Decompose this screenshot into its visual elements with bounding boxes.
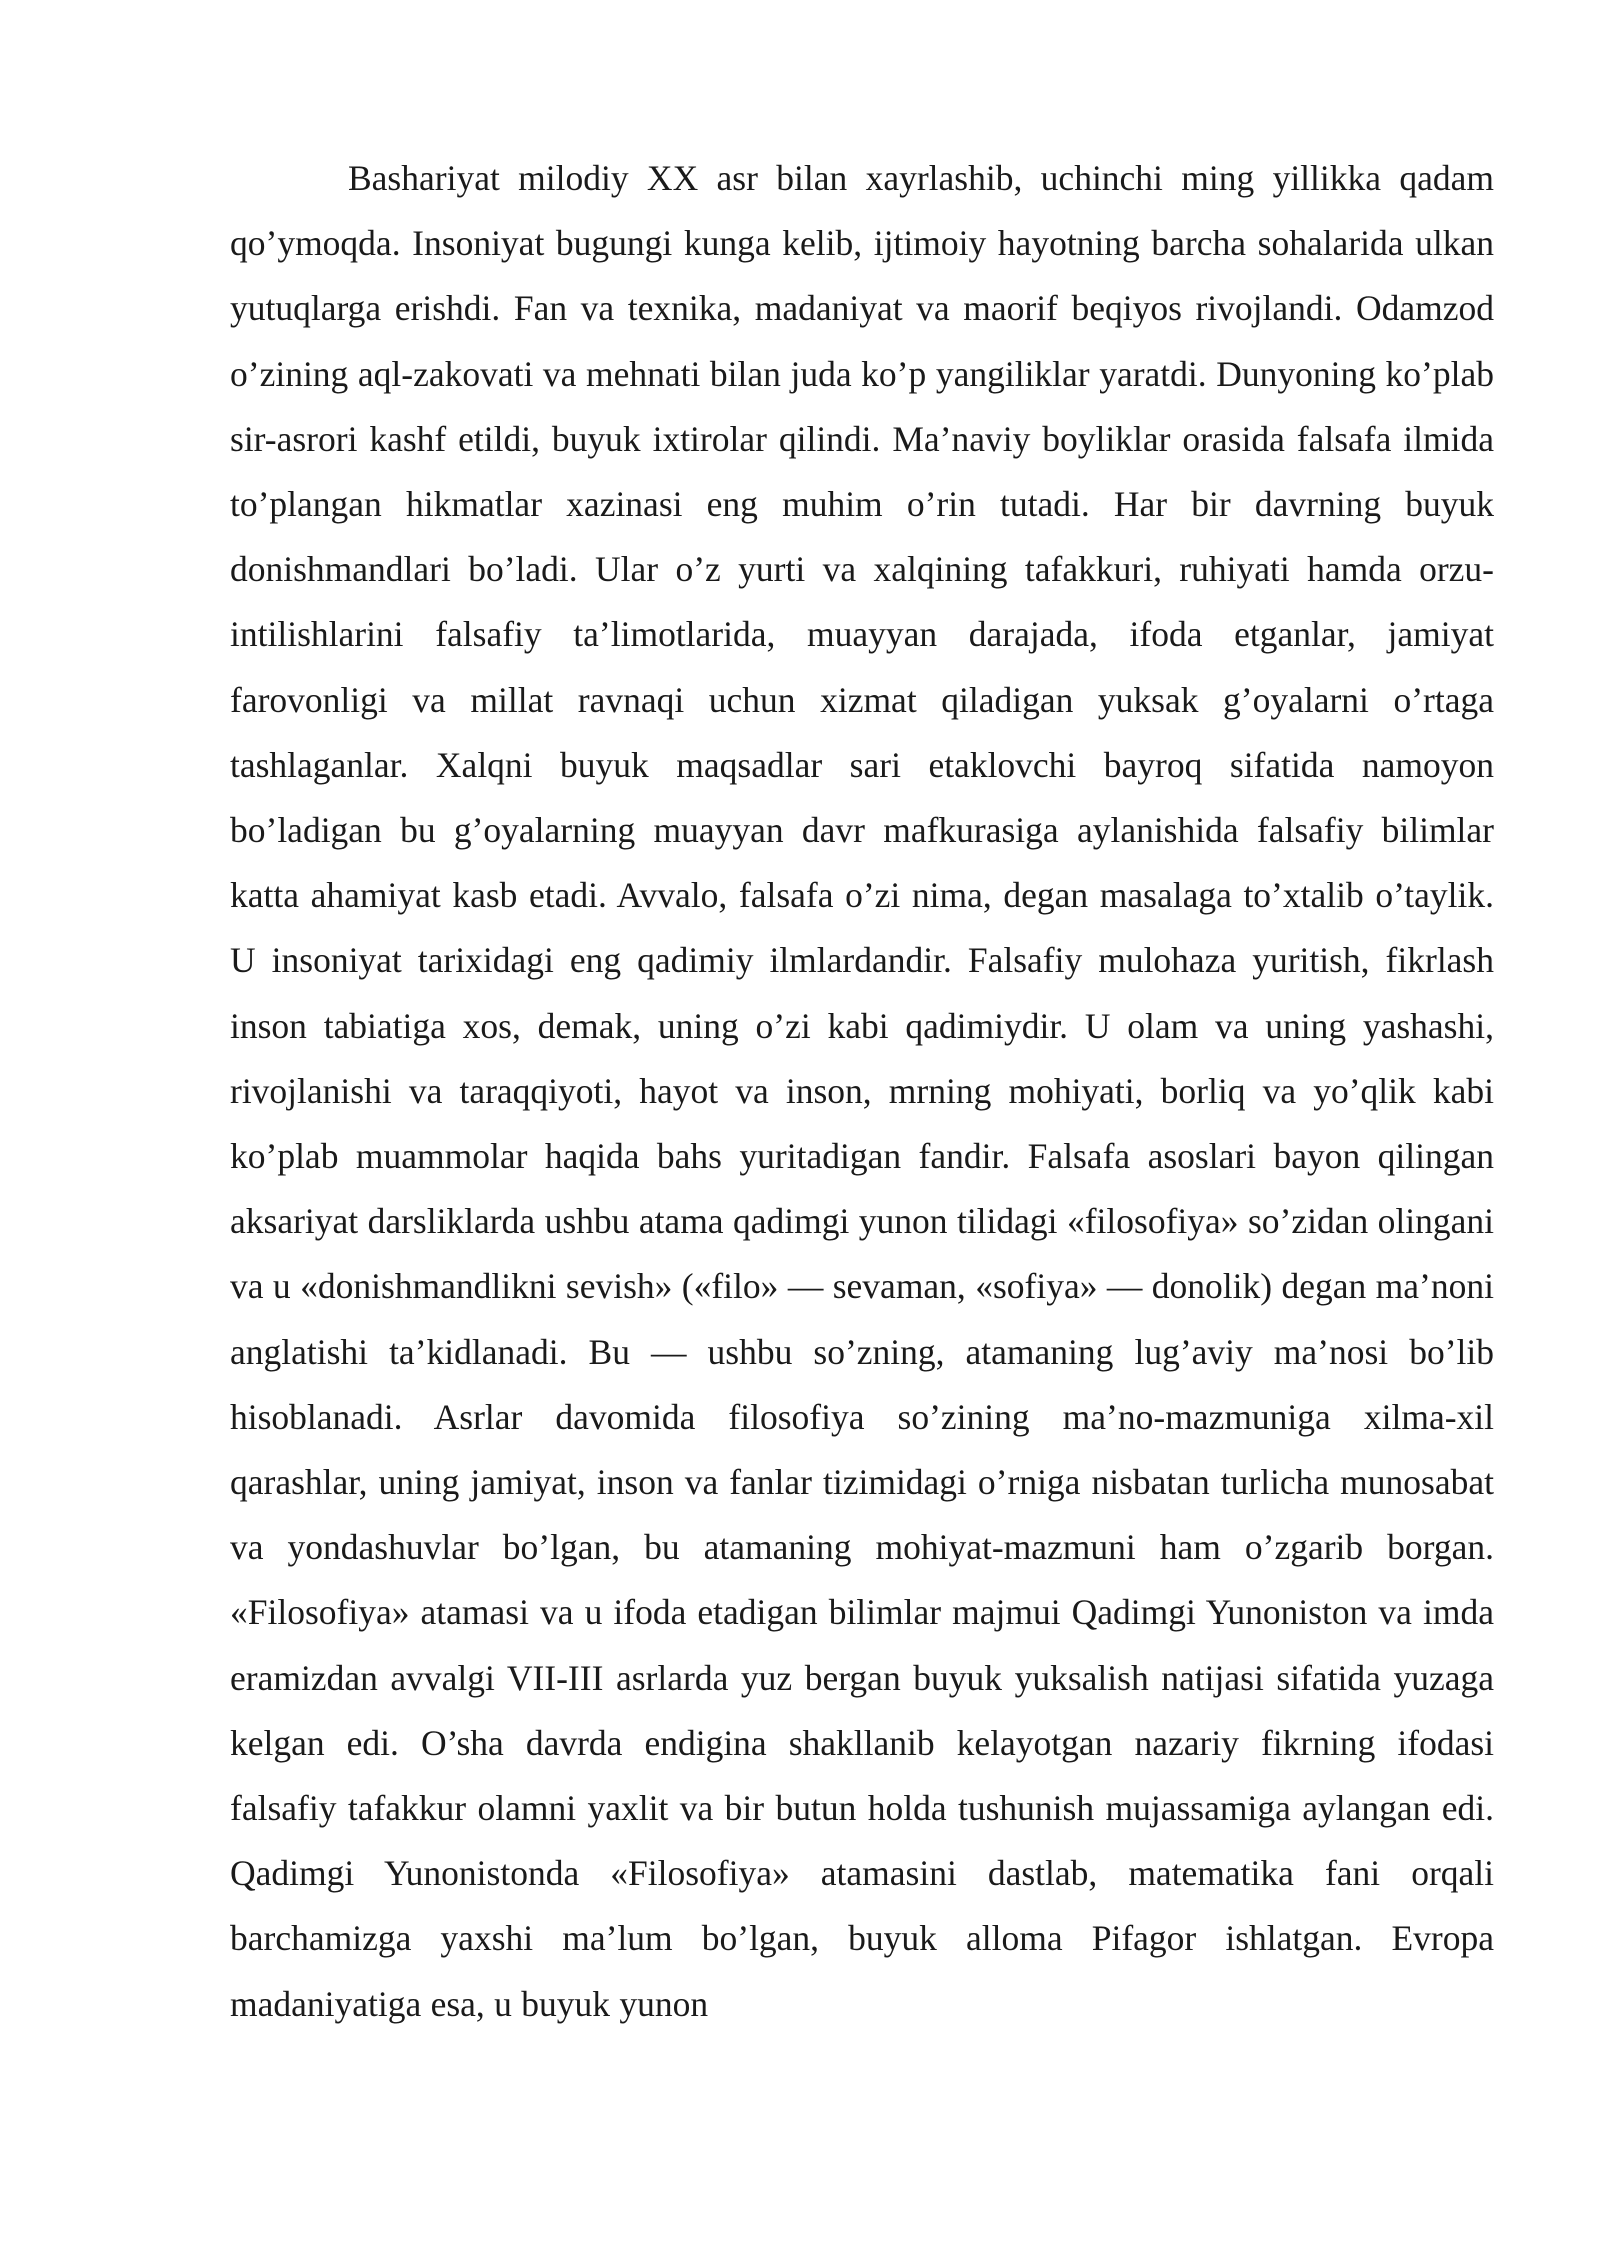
body-paragraph: Bashariyat milodiy XX asr bilan xayrlashib, uchinchi ming yillikka qadam qo’ymoqda. Insoniyat bugungi kunga kelib, ijtimoiy hayotning barcha sohalarida ulkan yutuqlarga erishdi. Fan va texnika, madaniyat va maorif beqiyos rivojlandi. Odamzod o’zining aql-zakovati va mehnati bilan juda ko’p yangiliklar yaratdi. Dunyoning ko’plab sir-asrori kashf etildi, buyuk ixtirolar qilindi. Ma’naviy boyliklar orasida falsafa ilmida to’plangan hikmatlar xazinasi eng muhim o’rin tutadi. Har bir davrning buyuk donishmandlari bo’ladi. Ular o’z yurti va xalqining tafakkuri, ruhiyati hamda orzu-intilishlarini falsafiy ta’limotlarida, muayyan darajada, ifoda etganlar, jamiyat farovonligi va millat ravnaqi uchun xizmat qiladigan yuksak g’oyalarni o’rtaga tashlaganlar. Xalqni buyuk maqsadlar sari etaklovchi bayroq sifatida namoyon bo’ladigan bu g’oyalarning muayyan davr mafkurasiga aylanishida falsafiy bilimlar katta ahamiyat kasb etadi. Avvalo, falsafa o’zi nima, degan masalaga to’xtalib o’taylik. U insoniyat tarixidagi eng qadimiy ilmlardandir. Falsafiy mulohaza yuritish, fikrlash inson tabiatiga xos, demak, uning o’zi kabi qadimiydir. U olam va uning yashashi, rivojlanishi va taraqqiyoti, hayot va inson, mrning mohiyati, borliq va yo’qlik kabi ko’plab muammolar haqida bahs yuritadigan fandir. Falsafa asoslari bayon qilingan aksariyat darsliklarda ushbu atama qadimgi yunon tilidagi «filosofiya» so’zidan olingani va u «donishmandlikni sevish» («filo» — sevaman, «sofiya» — donolik) degan ma’noni anglatishi ta’kidlanadi. Bu — ushbu so’zning, atamaning lug’aviy ma’nosi bo’lib hisoblanadi. Asrlar davomida filosofiya so’zining ma’no-mazmuniga xilma-xil qarashlar, uning jamiyat, inson va fanlar tizimidagi o’rniga nisbatan turlicha munosabat va yondashuvlar bo’lgan, bu atamaning mohiyat-mazmuni ham o’zgarib borgan. «Filosofiya» atamasi va u ifoda etadigan bilimlar majmui Qadimgi Yunoniston va imda eramizdan avvalgi VII-III asrlarda yuz bergan buyuk yuksalish natijasi sifatida yuzaga kelgan edi. O’sha davrda endigina shakllanib kelayotgan nazariy fikrning ifodasi falsafiy tafakkur olamni yaxlit va bir butun holda tushunish mujassamiga aylangan edi. Qadimgi Yunonistonda «Filosofiya» atamasini dastlab, matematika fani orqali barchamizga yaxshi ma’lum bo’lgan, buyuk alloma Pifagor ishlatgan. Evropa madaniyatiga esa, u buyuk yunon	[230, 158, 1494, 2024]
